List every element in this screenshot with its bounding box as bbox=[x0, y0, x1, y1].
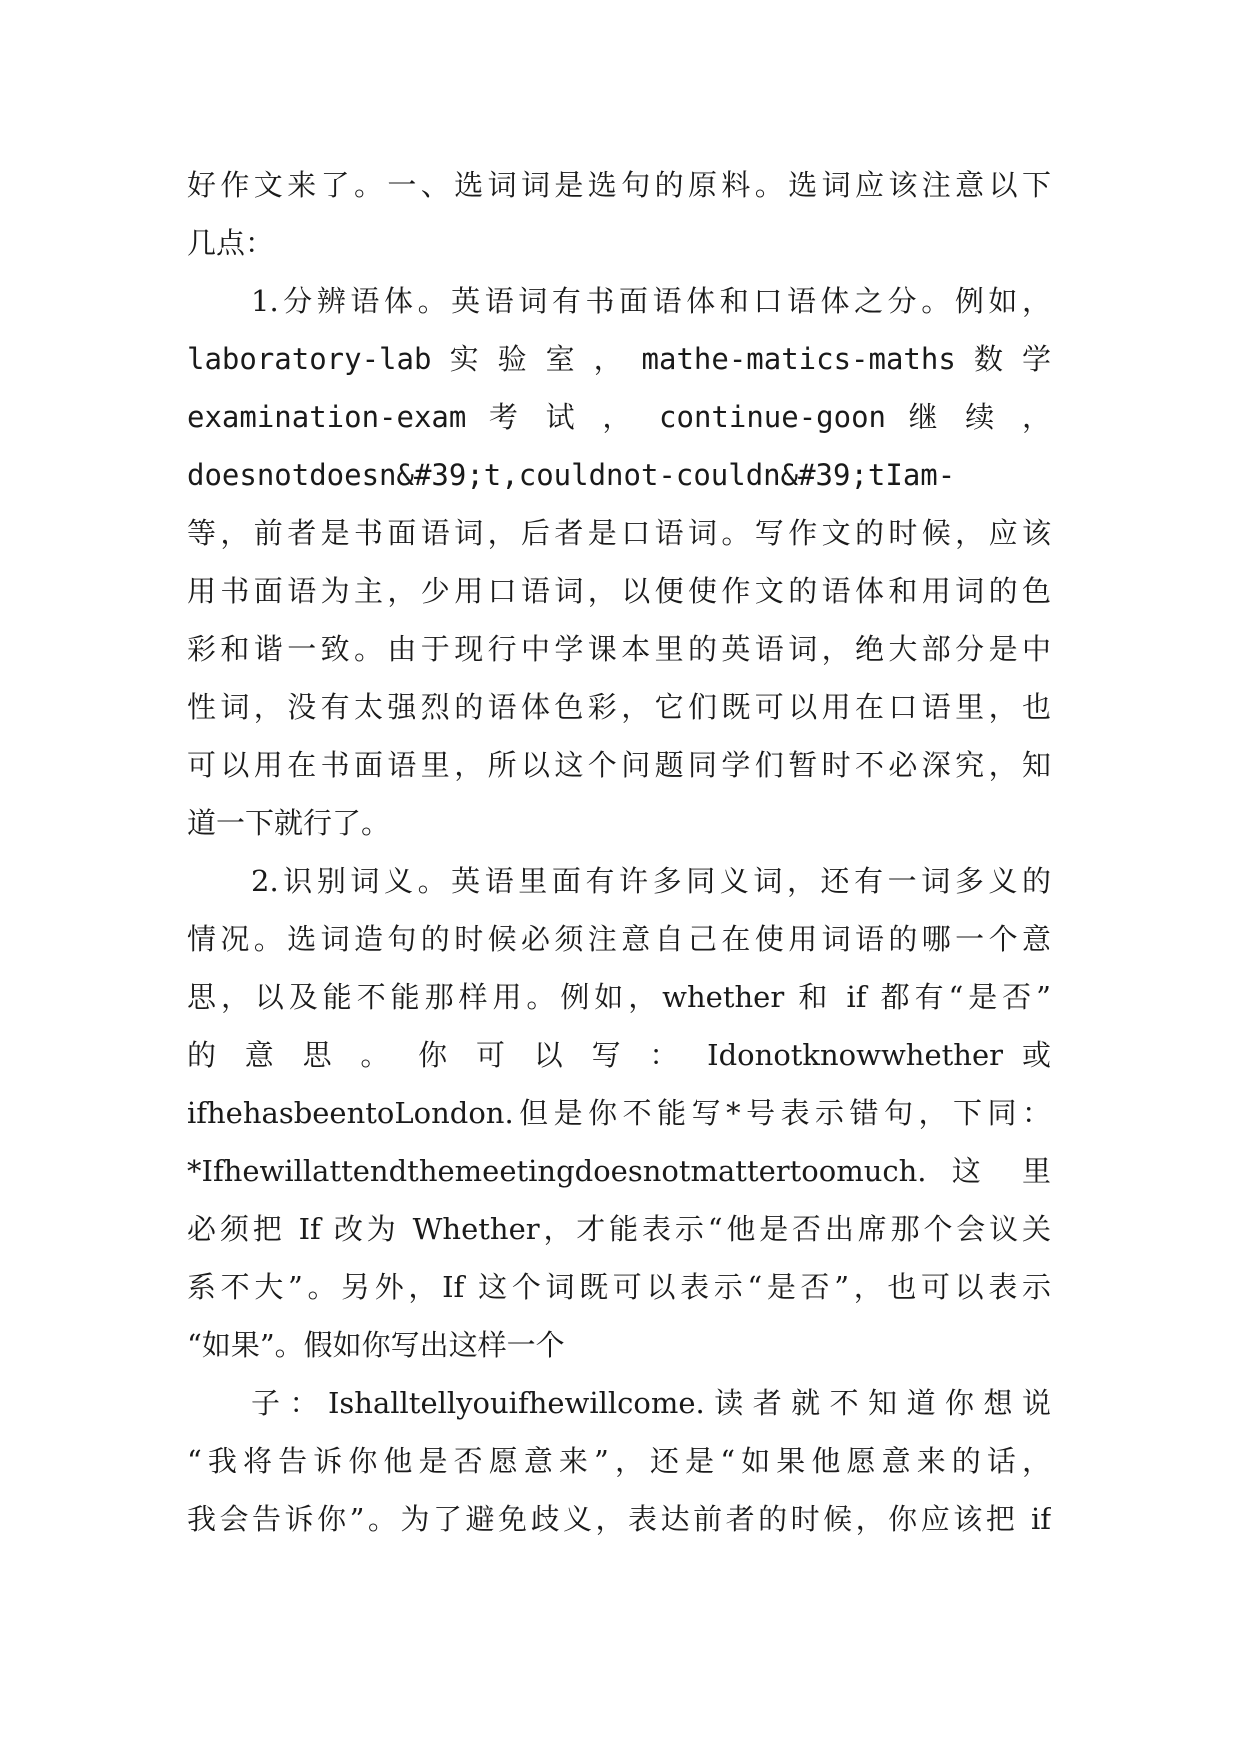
text-line-15: 思，以及能不能那样用。例如，whether 和 if 都有“是否” bbox=[187, 980, 1051, 1014]
text-line-11: 可以用在书面语里，所以这个问题同学们暂时不必深究，知 bbox=[187, 748, 1051, 782]
text-line-22: 子：Ishalltellyouifhewillcome.读者就不知道你想说 bbox=[251, 1386, 1051, 1420]
text-line-6: doesnotdoesn&#39;t,couldnot-couldn&#39;tIam- bbox=[187, 458, 956, 492]
text-line-18: *Ifhewillattendthemeetingdoesnotmattertoomuch. 这 里 bbox=[187, 1154, 1051, 1188]
text-line-1: 好作文来了。一、选词词是选句的原料。选词应该注意以下 bbox=[187, 168, 1051, 202]
text-line-16: 的 意 思 。 你 可 以 写 ： Idonotknowwhether 或 bbox=[187, 1038, 1051, 1072]
text-line-13: 2.识别词义。英语里面有许多同义词，还有一词多义的 bbox=[251, 864, 1051, 898]
text-line-14: 情况。选词造句的时候必须注意自己在使用词语的哪一个意 bbox=[187, 922, 1051, 956]
text-line-2: 几点： bbox=[187, 226, 275, 260]
text-line-12: 道一下就行了。 bbox=[187, 806, 391, 840]
text-line-3: 1.分辨语体。英语词有书面语体和口语体之分。例如， bbox=[251, 284, 1051, 318]
text-line-10: 性词，没有太强烈的语体色彩，它们既可以用在口语里，也 bbox=[187, 690, 1051, 724]
text-line-24: 我会告诉你”。为了避免歧义，表达前者的时候，你应该把 if bbox=[187, 1502, 1051, 1536]
text-line-4: laboratory-lab 实 验 室 ， mathe-matics-maths 数 学 bbox=[187, 342, 1051, 376]
text-line-20: 系不大”。另外，If 这个词既可以表示“是否”，也可以表示 bbox=[187, 1270, 1051, 1304]
text-line-17: ifhehasbeentoLondon.但是你不能写*号表示错句，下同： bbox=[187, 1096, 1051, 1130]
text-line-9: 彩和谐一致。由于现行中学课本里的英语词，绝大部分是中 bbox=[187, 632, 1051, 666]
document-page bbox=[187, 156, 1051, 1548]
text-line-8: 用书面语为主，少用口语词，以便使作文的语体和用词的色 bbox=[187, 574, 1051, 608]
text-line-5: examination-exam 考 试 ， continue-goon 继 续 ， bbox=[187, 400, 1051, 434]
text-line-21: “如果”。假如你写出这样一个 bbox=[187, 1328, 565, 1362]
text-line-19: 必须把 If 改为 Whether，才能表示“他是否出席那个会议关 bbox=[187, 1212, 1051, 1246]
text-line-23: “我将告诉你他是否愿意来”，还是“如果他愿意来的话， bbox=[187, 1444, 1051, 1478]
text-line-7: 等，前者是书面语词，后者是口语词。写作文的时候，应该 bbox=[187, 516, 1051, 550]
